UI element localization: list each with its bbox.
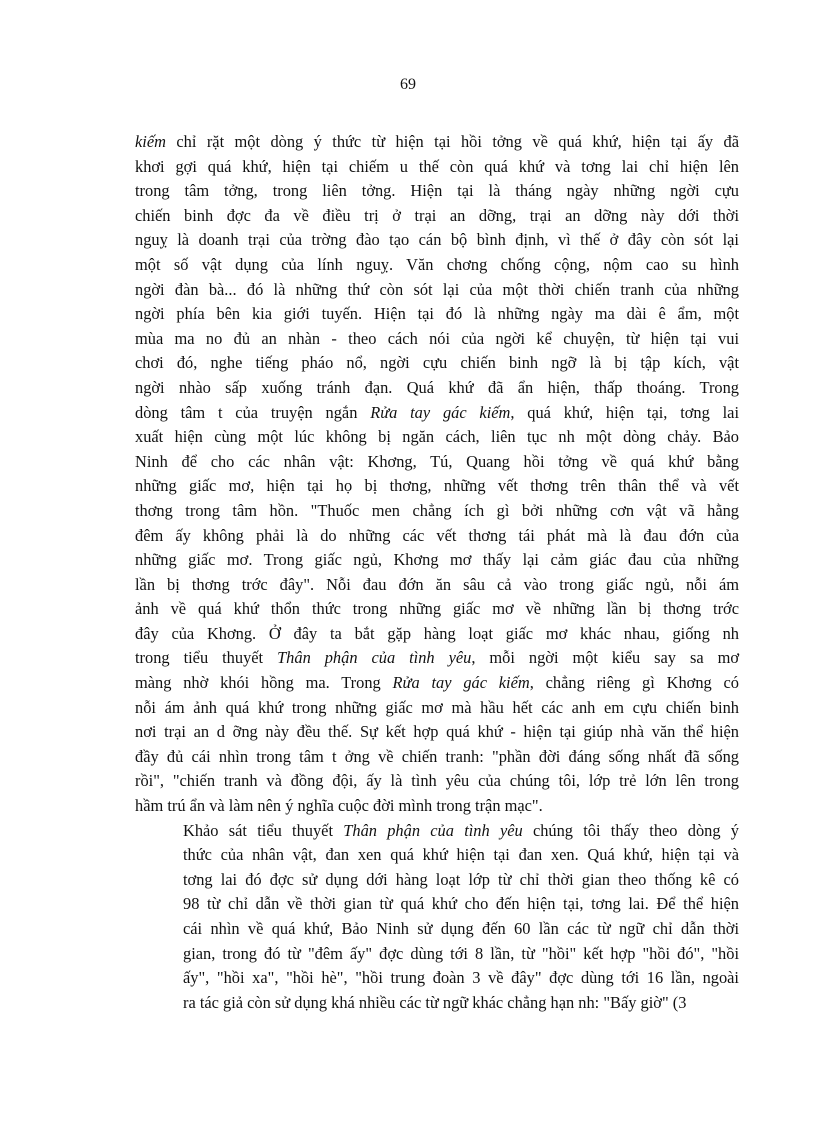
italic-title: Rửa tay gác kiếm xyxy=(370,402,511,422)
text-line xyxy=(135,745,739,770)
text-segment: nỗi ám ảnh quá khứ trong những giấc mơ mà hầu hết các anh em cựu chiến binh xyxy=(135,697,739,717)
italic-title: Thân phận của tình yêu xyxy=(277,648,472,668)
text-line xyxy=(135,696,739,721)
text-line xyxy=(135,228,739,253)
text-segment: màng nhờ khói hồng ma. Trong xyxy=(135,673,393,693)
text-line xyxy=(135,474,739,499)
text-segment: thơng trong tâm hồn. "Thuốc men chẳng ích gì bởi những cơn vật vã hằng xyxy=(135,500,739,520)
text-segment: những giấc mơ, hiện tại họ bị thơng, những vết thơng trên thân thể và vết xyxy=(135,476,739,496)
text-line xyxy=(135,327,739,352)
text-line xyxy=(135,573,739,598)
text-line xyxy=(135,769,739,794)
text-segment: đêm ấy không phải là do những các vết thơng tái phát mà là đau đớn của xyxy=(135,525,739,545)
paragraph-1 xyxy=(135,130,739,819)
text-line xyxy=(135,843,739,868)
body-text xyxy=(135,130,739,1015)
text-segment: , chẳng riêng gì Khơng có xyxy=(529,673,739,693)
text-line xyxy=(135,179,739,204)
text-line xyxy=(135,966,739,991)
text-segment: 98 từ chỉ dẫn về thời gian từ quá khứ cho đến hiện tại, tơng lai. Để thể hiện xyxy=(183,894,739,914)
text-line xyxy=(135,819,739,844)
text-segment: hầm trú ẩn và làm nên ý nghĩa cuộc đời mình trong trận mạc". xyxy=(135,796,543,816)
text-segment: , mỗi ngời một kiểu say sa mơ xyxy=(471,648,739,668)
text-line xyxy=(135,548,739,573)
text-segment: gian, trong đó từ "đêm ấy" đợc dùng tới 8 lần, từ "hồi" kết hợp "hồi đó", "hồi xyxy=(183,943,739,963)
text-line xyxy=(135,278,739,303)
text-segment: chơi đó, nghe tiếng pháo nổ, ngời cựu chiến binh ngỡ là bị tập kích, vật xyxy=(135,353,739,373)
text-segment: ngời nhào sấp xuống tránh đạn. Quá khứ đã ẩn hiện, thấp thoáng. Trong xyxy=(135,377,739,397)
text-line xyxy=(135,991,739,1016)
text-segment: đây của Khơng. Ở đây ta bắt gặp hàng loạt giấc mơ khác nhau, giống nh xyxy=(135,623,739,643)
text-segment: ra tác giả còn sử dụng khá nhiều các từ ngữ khác chẳng hạn nh: "Bấy giờ" (3 xyxy=(183,992,687,1012)
text-line xyxy=(135,351,739,376)
text-segment: cái nhìn về quá khứ, Bảo Ninh sử dụng đến 60 lần các từ ngữ chỉ dẫn thời xyxy=(183,919,739,938)
text-segment: ngời đàn bà... đó là những thứ còn sót lại của một thời chiến tranh của những xyxy=(135,279,739,299)
text-line xyxy=(135,720,739,745)
page-number: 69 xyxy=(400,76,416,93)
text-line xyxy=(135,499,739,524)
text-line xyxy=(135,302,739,327)
italic-title: kiếm xyxy=(135,132,166,151)
text-segment: nguỵ là doanh trại của trờng đào tạo cán bộ bình định, vì thế ở đây còn sót lại xyxy=(135,230,739,250)
text-line xyxy=(135,597,739,622)
text-segment: ngời phía bên kia giới tuyến. Hiện tại đó là những ngày ma dài ê ẩm, một xyxy=(135,304,739,324)
text-line xyxy=(135,671,739,696)
text-line xyxy=(135,524,739,549)
text-line xyxy=(135,868,739,893)
text-segment: mùa ma no đủ an nhàn - theo cách nói của ngời kể chuyện, từ hiện tại vui xyxy=(135,328,739,348)
text-segment: Khảo sát tiểu thuyết xyxy=(183,820,344,840)
text-segment: một số vật dụng của lính nguỵ. Văn chơng chống cộng, nộm cao su hình xyxy=(135,254,739,274)
text-line xyxy=(135,155,739,180)
text-segment: xuất hiện cùng một lúc không bị ngăn cách, liên tục nh một dòng chảy. Bảo xyxy=(135,427,739,447)
text-line xyxy=(135,917,739,942)
text-line xyxy=(135,204,739,229)
text-segment: dòng tâm t của truyện ngắn xyxy=(135,402,371,422)
text-segment: nơi trại an d ỡng này đều thế. Sự kết hợp quá khứ - hiện tại giúp nhà văn thể hiện xyxy=(135,722,739,742)
text-segment: thức của nhân vật, đan xen quá khứ hiện tại đan xen. Quá khứ, hiện tại và xyxy=(183,845,739,865)
text-line xyxy=(135,794,739,819)
text-segment: chúng tôi thấy theo dòng ý xyxy=(522,820,739,840)
text-segment: trong tâm tởng, trong liên tởng. Hiện tại là tháng ngày những ngời cựu xyxy=(135,181,739,201)
text-line xyxy=(135,425,739,450)
text-line xyxy=(135,450,739,475)
text-segment: rồi", "chiến tranh và đồng đội, ấy là tình yêu của chúng tôi, lớp trẻ lớn lên trong xyxy=(135,771,739,791)
text-segment: đầy đủ cái nhìn trong tâm t ởng về chiến tranh: "phần đời đáng sống nhất đã sống xyxy=(135,746,739,766)
paragraph-2 xyxy=(135,819,739,1016)
text-segment: chỉ rặt một dòng ý thức từ hiện tại hồi tởng về quá khứ, hiện tại ấy đã xyxy=(165,132,739,151)
text-segment: ảnh về quá khứ thổn thức trong những giấc mơ về những lần bị thơng trớc xyxy=(135,599,739,619)
text-line xyxy=(135,646,739,671)
text-segment: chiến binh đợc đa về điều trị ở trại an dỡng, trại an dỡng này dới thời xyxy=(135,205,739,225)
text-line xyxy=(135,376,739,401)
text-line xyxy=(135,942,739,967)
text-line xyxy=(135,401,739,426)
text-line xyxy=(135,622,739,647)
text-segment: lần bị thơng trớc đây". Nỗi đau đớn ăn sâu cả vào trong giấc ngủ, nỗi ám xyxy=(135,574,739,594)
text-segment: tơng lai đó đợc sử dụng dới hàng loạt lớp từ chỉ thời gian theo thống kê có xyxy=(183,869,739,889)
text-line xyxy=(135,130,739,155)
text-line xyxy=(135,892,739,917)
text-line xyxy=(135,253,739,278)
text-segment: trong tiểu thuyết xyxy=(135,648,278,668)
italic-title: Rửa tay gác kiếm xyxy=(392,673,530,693)
text-segment: ấy", "hồi xa", "hồi hè", "hồi trung đoàn 3 về đây" đợc dùng tới 16 lần, ngoài xyxy=(183,968,739,988)
text-segment: , quá khứ, hiện tại, tơng lai xyxy=(510,402,739,422)
text-segment: khơi gợi quá khứ, hiện tại chiếm u thế còn quá khứ và tơng lai chỉ hiện lên xyxy=(135,156,739,176)
text-segment: những giấc mơ. Trong giấc ngủ, Khơng mơ thấy lại cảm giác đau của những xyxy=(135,550,739,570)
italic-title: Thân phận của tình yêu xyxy=(343,820,523,840)
text-segment: Ninh để cho các nhân vật: Khơng, Tú, Quang hồi tởng về quá khứ bằng xyxy=(135,451,739,471)
